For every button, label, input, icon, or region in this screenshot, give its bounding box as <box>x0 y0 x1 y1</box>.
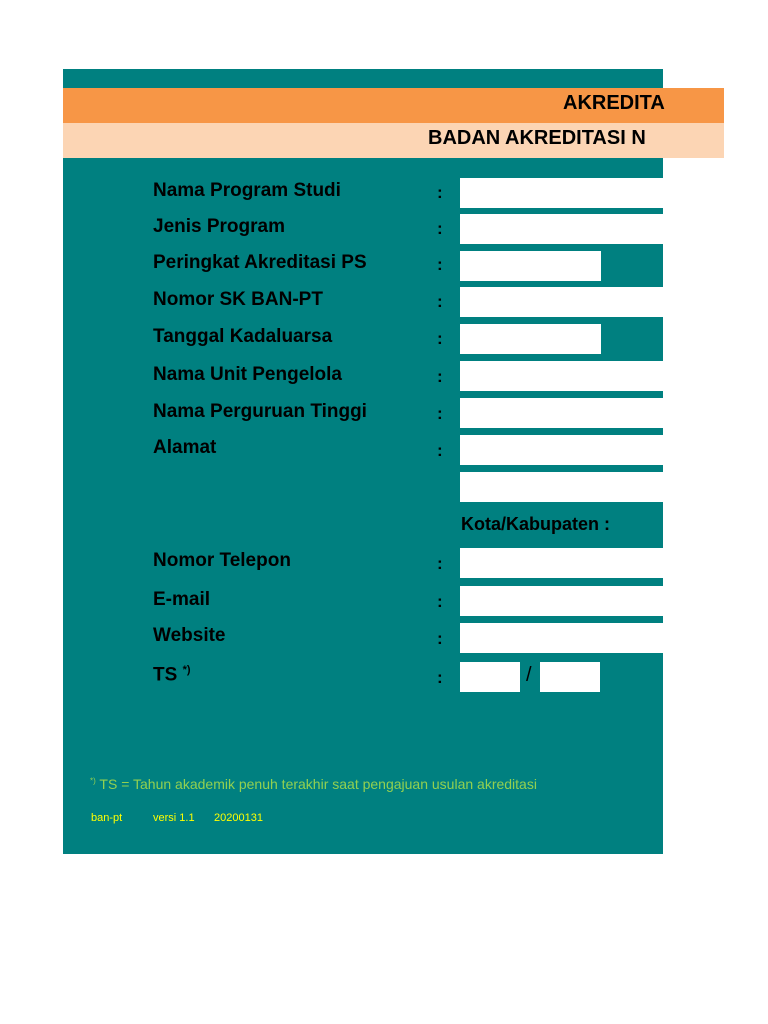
label-jenis-program: Jenis Program <box>153 216 285 237</box>
label-nama-program-studi: Nama Program Studi <box>153 180 341 201</box>
colon: : <box>437 292 443 311</box>
label-tanggal-kadaluarsa: Tanggal Kadaluarsa <box>153 326 333 347</box>
label-website: Website <box>153 625 226 646</box>
nama-perguruan-tinggi-input[interactable] <box>460 398 663 428</box>
page-title: AKREDITA <box>563 92 665 114</box>
ts-start-year-input[interactable] <box>460 662 520 692</box>
label-nama-perguruan-tinggi: Nama Perguruan Tinggi <box>153 401 367 422</box>
colon: : <box>437 183 443 202</box>
colon: : <box>437 367 443 386</box>
label-nomor-telepon: Nomor Telepon <box>153 550 291 571</box>
colon: : <box>437 329 443 348</box>
label-nama-unit-pengelola: Nama Unit Pengelola <box>153 364 342 385</box>
nomor-telepon-input[interactable] <box>460 548 663 578</box>
colon: : <box>437 668 443 687</box>
footnote-text: TS = Tahun akademik penuh terakhir saat pengajuan usulan akreditasi <box>99 776 537 792</box>
jenis-program-input[interactable] <box>460 214 663 244</box>
colon: : <box>437 219 443 238</box>
label-alamat: Alamat <box>153 437 217 458</box>
ts-separator: / <box>526 664 532 686</box>
ts-end-year-input[interactable] <box>540 662 600 692</box>
title-banner <box>63 88 724 123</box>
nama-unit-pengelola-input[interactable] <box>460 361 663 391</box>
colon: : <box>437 404 443 423</box>
label-ts <box>153 664 191 686</box>
nomor-sk-input[interactable] <box>460 287 663 317</box>
tanggal-kadaluarsa-input[interactable] <box>460 324 601 354</box>
ts-superscript: *) <box>182 664 191 676</box>
alamat-input-line2[interactable] <box>460 472 663 502</box>
footnote-marker: *) <box>90 776 96 786</box>
colon: : <box>437 592 443 611</box>
email-input[interactable] <box>460 586 663 616</box>
footer-date: 20200131 <box>214 812 263 824</box>
ts-label-text: TS <box>153 664 178 686</box>
website-input[interactable] <box>460 623 663 653</box>
ts-footnote <box>90 776 537 792</box>
colon: : <box>437 441 443 460</box>
colon: : <box>437 629 443 648</box>
footer-version: versi 1.1 <box>153 812 195 824</box>
footer-org: ban-pt <box>91 812 123 824</box>
subtitle-banner <box>63 123 724 158</box>
colon: : <box>437 255 443 274</box>
peringkat-akreditasi-input[interactable] <box>460 251 601 281</box>
page-subtitle: BADAN AKREDITASI N <box>428 127 646 149</box>
colon: : <box>437 554 443 573</box>
label-peringkat-akreditasi: Peringkat Akreditasi PS <box>153 252 367 273</box>
label-nomor-sk: Nomor SK BAN-PT <box>153 289 323 310</box>
alamat-input-line1[interactable] <box>460 435 663 465</box>
nama-program-studi-input[interactable] <box>460 178 663 208</box>
label-email: E-mail <box>153 589 211 610</box>
label-kota-kabupaten: Kota/Kabupaten : <box>461 514 611 534</box>
